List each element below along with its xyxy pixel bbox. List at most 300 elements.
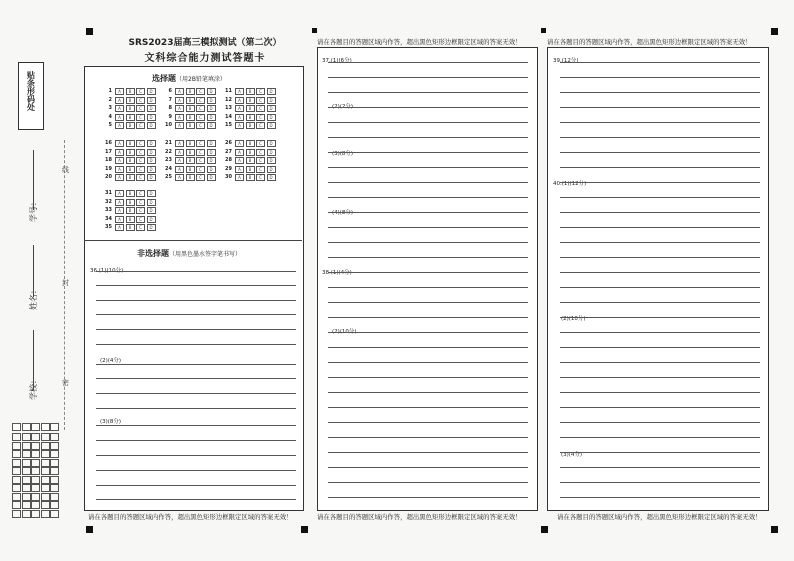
question-number: 14 bbox=[225, 113, 232, 120]
answer-bubble-d[interactable]: D bbox=[147, 157, 156, 164]
answer-bubble-d[interactable]: D bbox=[147, 199, 156, 206]
card-title: 文科综合能力测试答题卡 bbox=[144, 53, 266, 64]
answer-bubble-b[interactable]: B bbox=[186, 157, 195, 164]
answer-bubble-d[interactable]: D bbox=[207, 88, 216, 95]
answer-bubble-b[interactable]: B bbox=[186, 88, 195, 95]
exam-number-bubble[interactable] bbox=[12, 442, 21, 450]
answer-line[interactable] bbox=[560, 152, 760, 153]
answer-bubble-a[interactable]: A bbox=[175, 88, 184, 95]
answer-bubble-a[interactable]: A bbox=[175, 166, 184, 173]
exam-number-bubble[interactable] bbox=[41, 510, 50, 518]
answer-line[interactable] bbox=[328, 497, 528, 498]
answer-bubble-d[interactable]: D bbox=[207, 97, 216, 104]
answer-bubble-d[interactable]: D bbox=[207, 166, 216, 173]
q40-1-label: 40.(1)(12分) bbox=[553, 181, 587, 187]
answer-bubble-d[interactable]: D bbox=[147, 140, 156, 147]
objective-answer-area[interactable] bbox=[84, 84, 302, 234]
answer-line[interactable] bbox=[328, 407, 528, 408]
answer-bubble-d[interactable]: D bbox=[147, 207, 156, 214]
answer-bubble-d[interactable]: D bbox=[267, 88, 276, 95]
answer-line[interactable] bbox=[560, 137, 760, 138]
exam-number-grid[interactable] bbox=[12, 423, 62, 518]
exam-number-bubble[interactable] bbox=[50, 450, 59, 458]
answer-line[interactable] bbox=[96, 425, 296, 426]
exam-number-bubble[interactable] bbox=[22, 459, 31, 467]
answer-line[interactable] bbox=[328, 287, 528, 288]
answer-bubble-a[interactable]: A bbox=[115, 207, 124, 214]
answer-line[interactable] bbox=[560, 287, 760, 288]
answer-bubble-a[interactable]: A bbox=[115, 190, 124, 197]
answer-bubble-a[interactable]: A bbox=[175, 149, 184, 156]
answer-bubble-d[interactable]: D bbox=[147, 174, 156, 181]
question-number: 23 bbox=[165, 157, 172, 163]
answer-bubble-a[interactable]: A bbox=[115, 114, 124, 121]
exam-number-bubble[interactable] bbox=[50, 493, 59, 501]
exam-number-bubble[interactable] bbox=[22, 442, 31, 450]
answer-bubble-b[interactable]: B bbox=[246, 166, 255, 173]
answer-bubble-d[interactable]: D bbox=[147, 166, 156, 173]
exam-number-bubble[interactable] bbox=[12, 450, 21, 458]
answer-line[interactable] bbox=[560, 437, 760, 438]
answer-bubble-b[interactable]: B bbox=[246, 157, 255, 164]
exam-number-bubble[interactable] bbox=[41, 493, 50, 501]
exam-number-bubble[interactable] bbox=[22, 493, 31, 501]
answer-bubble-d[interactable]: D bbox=[267, 105, 276, 112]
answer-bubble-c[interactable]: C bbox=[196, 105, 205, 112]
answer-line[interactable] bbox=[96, 314, 296, 315]
answer-bubble-b[interactable]: B bbox=[246, 114, 255, 121]
answer-bubble-c[interactable]: C bbox=[136, 216, 145, 223]
answer-bubble-a[interactable]: A bbox=[235, 174, 244, 181]
question-number: 27 bbox=[225, 148, 232, 155]
exam-number-write-box[interactable] bbox=[22, 423, 31, 431]
answer-bubble-a[interactable]: A bbox=[175, 114, 184, 121]
answer-bubble-c[interactable]: C bbox=[136, 97, 145, 104]
answer-line[interactable] bbox=[560, 377, 760, 378]
answer-bubble-b[interactable]: B bbox=[126, 149, 135, 156]
answer-bubble-a[interactable]: A bbox=[175, 122, 184, 129]
answer-bubble-d[interactable]: D bbox=[207, 157, 216, 164]
answer-bubble-b[interactable]: B bbox=[186, 174, 195, 181]
answer-bubble-b[interactable]: B bbox=[126, 122, 135, 129]
answer-bubble-c[interactable]: C bbox=[136, 88, 145, 95]
seal-char-seal: 封 bbox=[62, 279, 69, 287]
exam-number-bubble[interactable] bbox=[50, 501, 59, 509]
answer-bubble-d[interactable]: D bbox=[207, 140, 216, 147]
exam-number-bubble[interactable] bbox=[50, 476, 59, 484]
answer-line[interactable] bbox=[328, 332, 528, 333]
answer-bubble-a[interactable]: A bbox=[235, 157, 244, 164]
question-number: 22 bbox=[165, 148, 172, 155]
answer-bubble-a[interactable]: A bbox=[115, 97, 124, 104]
exam-number-bubble[interactable] bbox=[12, 433, 21, 441]
answer-bubble-a[interactable]: A bbox=[115, 105, 124, 112]
answer-line[interactable] bbox=[96, 378, 296, 379]
exam-number-bubble[interactable] bbox=[31, 433, 40, 441]
answer-bubble-b[interactable]: B bbox=[126, 166, 135, 173]
exam-number-bubble[interactable] bbox=[22, 476, 31, 484]
exam-number-bubble[interactable] bbox=[41, 476, 50, 484]
answer-bubble-a[interactable]: A bbox=[115, 174, 124, 181]
exam-number-bubble[interactable] bbox=[31, 484, 40, 492]
question-number: 18 bbox=[105, 157, 112, 163]
answer-bubble-d[interactable]: D bbox=[207, 149, 216, 156]
answer-line[interactable] bbox=[560, 332, 760, 333]
exam-number-bubble[interactable] bbox=[12, 484, 21, 492]
answer-bubble-c[interactable]: C bbox=[196, 88, 205, 95]
answer-line[interactable] bbox=[560, 407, 760, 408]
column-3-panel bbox=[547, 47, 769, 511]
answer-bubble-d[interactable]: D bbox=[147, 224, 156, 231]
answer-line[interactable] bbox=[328, 182, 528, 183]
answer-line[interactable] bbox=[96, 440, 296, 441]
answer-bubble-a[interactable]: A bbox=[235, 97, 244, 104]
answer-line[interactable] bbox=[96, 285, 296, 286]
answer-line[interactable] bbox=[96, 470, 296, 471]
answer-line[interactable] bbox=[96, 344, 296, 345]
answer-bubble-b[interactable]: B bbox=[126, 114, 135, 121]
answer-bubble-d[interactable]: D bbox=[147, 114, 156, 121]
question-number: 28 bbox=[225, 157, 232, 163]
answer-line[interactable] bbox=[328, 62, 528, 63]
answer-line[interactable] bbox=[96, 408, 296, 409]
answer-bubble-b[interactable]: B bbox=[186, 149, 195, 156]
answer-bubble-a[interactable]: A bbox=[235, 105, 244, 112]
exam-number-bubble[interactable] bbox=[12, 501, 21, 509]
answer-line[interactable] bbox=[560, 242, 760, 243]
question-number: 32 bbox=[105, 198, 112, 205]
answer-line[interactable] bbox=[560, 212, 760, 213]
answer-bubble-b[interactable]: B bbox=[126, 216, 135, 223]
exam-number-bubble[interactable] bbox=[31, 510, 40, 518]
question-number: 17 bbox=[105, 148, 112, 155]
answer-bubble-a[interactable]: A bbox=[115, 216, 124, 223]
seal-char-secret: 密 bbox=[62, 379, 69, 387]
answer-bubble-a[interactable]: A bbox=[115, 224, 124, 231]
answer-bubble-c[interactable]: C bbox=[256, 174, 265, 181]
answer-bubble-a[interactable]: A bbox=[115, 157, 124, 164]
answer-bubble-c[interactable]: C bbox=[136, 199, 145, 206]
answer-bubble-b[interactable]: B bbox=[186, 122, 195, 129]
answer-line[interactable] bbox=[328, 197, 528, 198]
answer-line[interactable] bbox=[560, 422, 760, 423]
answer-bubble-c[interactable]: C bbox=[136, 207, 145, 214]
alignment-mark-top-mid bbox=[312, 28, 317, 33]
answer-bubble-d[interactable]: D bbox=[207, 174, 216, 181]
exam-number-write-box[interactable] bbox=[50, 423, 59, 431]
answer-bubble-c[interactable]: C bbox=[136, 149, 145, 156]
answer-bubble-c[interactable]: C bbox=[196, 166, 205, 173]
column-2-top-notice: 请在各题目的答题区域内作答，超出黑色矩形边框限定区域的答案无效！ bbox=[317, 38, 522, 46]
answer-line[interactable] bbox=[560, 482, 760, 483]
answer-line[interactable] bbox=[96, 364, 296, 365]
answer-bubble-d[interactable]: D bbox=[207, 114, 216, 121]
answer-bubble-c[interactable]: C bbox=[256, 97, 265, 104]
answer-bubble-b[interactable]: B bbox=[246, 88, 255, 95]
answer-bubble-c[interactable]: C bbox=[196, 122, 205, 129]
exam-number-bubble[interactable] bbox=[41, 467, 50, 475]
exam-number-bubble[interactable] bbox=[22, 433, 31, 441]
answer-bubble-a[interactable]: A bbox=[235, 140, 244, 147]
answer-bubble-d[interactable]: D bbox=[147, 216, 156, 223]
answer-line[interactable] bbox=[560, 92, 760, 93]
answer-bubble-d[interactable]: D bbox=[147, 190, 156, 197]
answer-line[interactable] bbox=[96, 499, 296, 500]
answer-line[interactable] bbox=[328, 452, 528, 453]
answer-bubble-a[interactable]: A bbox=[115, 166, 124, 173]
exam-number-bubble[interactable] bbox=[12, 459, 21, 467]
answer-bubble-c[interactable]: C bbox=[136, 122, 145, 129]
answer-bubble-a[interactable]: A bbox=[235, 122, 244, 129]
answer-line[interactable] bbox=[328, 302, 528, 303]
answer-bubble-b[interactable]: B bbox=[126, 105, 135, 112]
answer-bubble-c[interactable]: C bbox=[256, 88, 265, 95]
exam-number-write-box[interactable] bbox=[31, 423, 40, 431]
answer-bubble-d[interactable]: D bbox=[267, 157, 276, 164]
answer-bubble-b[interactable]: B bbox=[126, 88, 135, 95]
answer-bubble-d[interactable]: D bbox=[147, 97, 156, 104]
answer-bubble-c[interactable]: C bbox=[136, 157, 145, 164]
answer-bubble-d[interactable]: D bbox=[147, 105, 156, 112]
answer-bubble-c[interactable]: C bbox=[256, 140, 265, 147]
answer-line[interactable] bbox=[560, 122, 760, 123]
answer-line[interactable] bbox=[96, 393, 296, 394]
q38-1-label: 38.(1)(4分) bbox=[322, 270, 352, 276]
answer-line[interactable] bbox=[560, 107, 760, 108]
answer-bubble-b[interactable]: B bbox=[186, 114, 195, 121]
answer-bubble-c[interactable]: C bbox=[256, 114, 265, 121]
answer-line[interactable] bbox=[560, 257, 760, 258]
answer-line[interactable] bbox=[328, 377, 528, 378]
answer-bubble-c[interactable]: C bbox=[196, 157, 205, 164]
answer-bubble-b[interactable]: B bbox=[126, 224, 135, 231]
exam-number-bubble[interactable] bbox=[22, 484, 31, 492]
answer-bubble-a[interactable]: A bbox=[235, 88, 244, 95]
exam-number-bubble[interactable] bbox=[12, 493, 21, 501]
student-id-field[interactable] bbox=[33, 150, 34, 210]
answer-line[interactable] bbox=[328, 92, 528, 93]
answer-bubble-a[interactable]: A bbox=[115, 88, 124, 95]
answer-line[interactable] bbox=[328, 467, 528, 468]
answer-bubble-b[interactable]: B bbox=[246, 105, 255, 112]
answer-bubble-b[interactable]: B bbox=[126, 199, 135, 206]
answer-line[interactable] bbox=[560, 302, 760, 303]
exam-number-bubble[interactable] bbox=[41, 501, 50, 509]
answer-line[interactable] bbox=[328, 77, 528, 78]
name-field[interactable] bbox=[33, 245, 34, 297]
exam-number-bubble[interactable] bbox=[31, 501, 40, 509]
answer-bubble-b[interactable]: B bbox=[246, 149, 255, 156]
q40-2-label: (2)(10分) bbox=[561, 316, 586, 322]
answer-bubble-b[interactable]: B bbox=[126, 157, 135, 164]
answer-bubble-c[interactable]: C bbox=[136, 105, 145, 112]
answer-bubble-a[interactable]: A bbox=[175, 140, 184, 147]
answer-bubble-a[interactable]: A bbox=[235, 114, 244, 121]
answer-bubble-d[interactable]: D bbox=[147, 149, 156, 156]
answer-line[interactable] bbox=[328, 167, 528, 168]
exam-number-bubble[interactable] bbox=[31, 450, 40, 458]
answer-line[interactable] bbox=[328, 242, 528, 243]
exam-number-write-box[interactable] bbox=[12, 423, 21, 431]
answer-bubble-c[interactable]: C bbox=[196, 174, 205, 181]
answer-bubble-b[interactable]: B bbox=[126, 97, 135, 104]
exam-number-bubble[interactable] bbox=[50, 459, 59, 467]
answer-line[interactable] bbox=[560, 347, 760, 348]
answer-bubble-c[interactable]: C bbox=[196, 149, 205, 156]
exam-number-write-box[interactable] bbox=[41, 423, 50, 431]
answer-bubble-a[interactable]: A bbox=[175, 157, 184, 164]
answer-line[interactable] bbox=[328, 392, 528, 393]
answer-bubble-c[interactable]: C bbox=[136, 190, 145, 197]
answer-bubble-a[interactable]: A bbox=[115, 149, 124, 156]
answer-line[interactable] bbox=[328, 347, 528, 348]
answer-line[interactable] bbox=[560, 272, 760, 273]
answer-bubble-b[interactable]: B bbox=[246, 122, 255, 129]
barcode-area[interactable] bbox=[18, 62, 44, 130]
answer-line[interactable] bbox=[96, 300, 296, 301]
answer-bubble-a[interactable]: A bbox=[175, 97, 184, 104]
exam-number-bubble[interactable] bbox=[22, 467, 31, 475]
answer-bubble-d[interactable]: D bbox=[267, 97, 276, 104]
answer-bubble-a[interactable]: A bbox=[175, 174, 184, 181]
exam-number-bubble[interactable] bbox=[50, 442, 59, 450]
answer-bubble-b[interactable]: B bbox=[186, 97, 195, 104]
answer-bubble-a[interactable]: A bbox=[175, 105, 184, 112]
answer-line[interactable] bbox=[328, 422, 528, 423]
answer-bubble-c[interactable]: C bbox=[256, 105, 265, 112]
answer-line[interactable] bbox=[560, 227, 760, 228]
answer-bubble-b[interactable]: B bbox=[126, 207, 135, 214]
answer-bubble-c[interactable]: C bbox=[256, 122, 265, 129]
answer-line[interactable] bbox=[328, 482, 528, 483]
answer-line[interactable] bbox=[560, 452, 760, 453]
answer-line[interactable] bbox=[328, 227, 528, 228]
answer-bubble-d[interactable]: D bbox=[267, 140, 276, 147]
answer-bubble-d[interactable]: D bbox=[267, 114, 276, 121]
exam-number-bubble[interactable] bbox=[41, 442, 50, 450]
exam-number-bubble[interactable] bbox=[22, 501, 31, 509]
exam-number-bubble[interactable] bbox=[22, 450, 31, 458]
answer-bubble-d[interactable]: D bbox=[267, 149, 276, 156]
exam-number-bubble[interactable] bbox=[22, 510, 31, 518]
answer-bubble-d[interactable]: D bbox=[147, 122, 156, 129]
answer-bubble-a[interactable]: A bbox=[235, 149, 244, 156]
exam-number-bubble[interactable] bbox=[41, 484, 50, 492]
answer-line[interactable] bbox=[560, 317, 760, 318]
answer-line[interactable] bbox=[560, 362, 760, 363]
answer-bubble-c[interactable]: C bbox=[256, 157, 265, 164]
question-number: 1 bbox=[108, 88, 112, 94]
exam-number-bubble[interactable] bbox=[50, 433, 59, 441]
answer-line[interactable] bbox=[560, 197, 760, 198]
answer-line[interactable] bbox=[328, 107, 528, 108]
answer-bubble-b[interactable]: B bbox=[126, 140, 135, 147]
answer-bubble-a[interactable]: A bbox=[115, 122, 124, 129]
answer-line[interactable] bbox=[328, 152, 528, 153]
answer-bubble-c[interactable]: C bbox=[256, 149, 265, 156]
school-field[interactable] bbox=[33, 330, 34, 390]
answer-line[interactable] bbox=[560, 467, 760, 468]
answer-bubble-b[interactable]: B bbox=[126, 174, 135, 181]
answer-bubble-c[interactable]: C bbox=[136, 140, 145, 147]
exam-number-bubble[interactable] bbox=[31, 493, 40, 501]
answer-bubble-a[interactable]: A bbox=[115, 140, 124, 147]
exam-number-bubble[interactable] bbox=[12, 467, 21, 475]
exam-number-bubble[interactable] bbox=[31, 459, 40, 467]
exam-number-bubble[interactable] bbox=[31, 442, 40, 450]
answer-bubble-b[interactable]: B bbox=[186, 105, 195, 112]
answer-line[interactable] bbox=[328, 317, 528, 318]
answer-bubble-d[interactable]: D bbox=[267, 174, 276, 181]
answer-line[interactable] bbox=[328, 137, 528, 138]
answer-bubble-c[interactable]: C bbox=[196, 140, 205, 147]
answer-bubble-b[interactable]: B bbox=[246, 140, 255, 147]
exam-number-bubble[interactable] bbox=[41, 459, 50, 467]
answer-line[interactable] bbox=[328, 437, 528, 438]
answer-bubble-d[interactable]: D bbox=[267, 166, 276, 173]
answer-line[interactable] bbox=[328, 272, 528, 273]
exam-number-bubble[interactable] bbox=[50, 510, 59, 518]
answer-line[interactable] bbox=[96, 329, 296, 330]
answer-line[interactable] bbox=[560, 497, 760, 498]
answer-bubble-c[interactable]: C bbox=[196, 97, 205, 104]
exam-number-bubble[interactable] bbox=[41, 450, 50, 458]
answer-line[interactable] bbox=[328, 212, 528, 213]
answer-bubble-c[interactable]: C bbox=[136, 224, 145, 231]
answer-bubble-b[interactable]: B bbox=[186, 140, 195, 147]
answer-line[interactable] bbox=[560, 77, 760, 78]
exam-number-bubble[interactable] bbox=[31, 476, 40, 484]
answer-bubble-d[interactable]: D bbox=[207, 105, 216, 112]
answer-line[interactable] bbox=[328, 257, 528, 258]
answer-bubble-c[interactable]: C bbox=[136, 114, 145, 121]
answer-line[interactable] bbox=[560, 182, 760, 183]
answer-bubble-c[interactable]: C bbox=[196, 114, 205, 121]
question-number: 15 bbox=[225, 122, 232, 128]
answer-line[interactable] bbox=[560, 167, 760, 168]
answer-bubble-c[interactable]: C bbox=[136, 174, 145, 181]
answer-line[interactable] bbox=[96, 271, 296, 272]
exam-number-bubble[interactable] bbox=[12, 476, 21, 484]
q40-3-label: (3)(4分) bbox=[561, 452, 583, 458]
exam-number-bubble[interactable] bbox=[41, 433, 50, 441]
answer-bubble-a[interactable]: A bbox=[235, 166, 244, 173]
exam-number-bubble[interactable] bbox=[12, 510, 21, 518]
exam-number-bubble[interactable] bbox=[50, 467, 59, 475]
answer-bubble-c[interactable]: C bbox=[256, 166, 265, 173]
question-number: 30 bbox=[225, 174, 232, 180]
answer-bubble-a[interactable]: A bbox=[115, 199, 124, 206]
answer-bubble-d[interactable]: D bbox=[147, 88, 156, 95]
question-number: 3 bbox=[108, 105, 112, 111]
exam-number-bubble[interactable] bbox=[31, 467, 40, 475]
answer-bubble-d[interactable]: D bbox=[267, 122, 276, 129]
answer-line[interactable] bbox=[560, 392, 760, 393]
answer-line[interactable] bbox=[328, 362, 528, 363]
answer-bubble-b[interactable]: B bbox=[246, 174, 255, 181]
answer-bubble-b[interactable]: B bbox=[186, 166, 195, 173]
answer-line[interactable] bbox=[96, 485, 296, 486]
answer-line[interactable] bbox=[560, 62, 760, 63]
question-number: 25 bbox=[165, 174, 172, 180]
exam-number-bubble[interactable] bbox=[50, 484, 59, 492]
answer-bubble-b[interactable]: B bbox=[246, 97, 255, 104]
answer-bubble-d[interactable]: D bbox=[207, 122, 216, 129]
answer-line[interactable] bbox=[96, 455, 296, 456]
answer-line[interactable] bbox=[328, 122, 528, 123]
answer-bubble-c[interactable]: C bbox=[136, 166, 145, 173]
answer-bubble-b[interactable]: B bbox=[126, 190, 135, 197]
